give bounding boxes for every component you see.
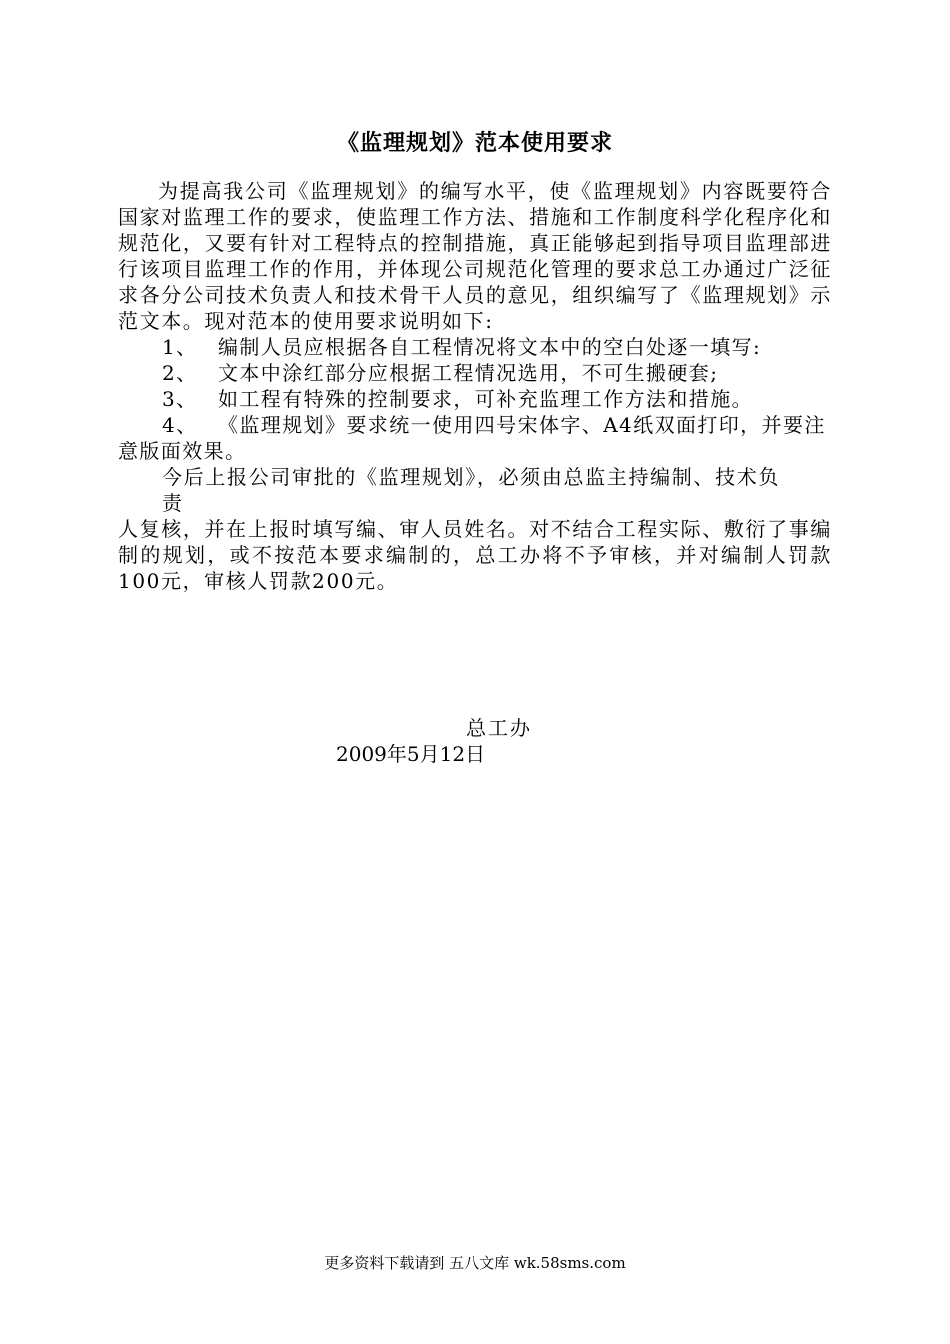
intro-paragraph: 为提高我公司《监理规划》的编写水平，使《监理规划》内容既要符合国家对监理工作的要求，使监理工作方法、措施和工作制度科学化程序化和规范化，又要有针对工程特点的控制措施，真正能够起到指导项目监理部进行该项目监理工作的作用，并体现公司规范化管理的要求总工办通过广泛征求各分公司技术负责人和技术骨干人员的意见，组织编写了《监理规划》示范文本。现对范本的使用要求说明如下: (118, 179, 832, 333)
document-date: 2009年5月12日 (336, 742, 486, 766)
list-item-4 (118, 412, 832, 464)
list-item-text: 如工程有特殊的控制要求，可补充监理工作方法和措施。 (218, 387, 753, 411)
list-item-number: 1、 (162, 335, 198, 359)
list-item-text: 文本中涂红部分应根据工程情况选用，不可生搬硬套; (218, 361, 719, 385)
list-item-3 (118, 386, 832, 412)
footer-link-text[interactable]: 更多资料下载请到 五八文库 wk.58sms.com (324, 1254, 626, 1272)
closing-first-line: 今后上报公司审批的《监理规划》，必须由总监主持编制、技术负 (162, 465, 780, 489)
closing-overflow: 责 (162, 491, 184, 515)
list-item-2 (118, 360, 832, 386)
list-item-number: 4、 (162, 413, 198, 437)
closing-paragraph (118, 464, 832, 594)
list-item-number: 2、 (162, 361, 198, 385)
closing-rest: 人复核，并在上报时填写编、审人员姓名。对不结合工程实际、敷衍了事编制的规划，或不按范本要求编制的，总工办将不予审核，并对编制人罚款100元，审核人罚款200元。 (118, 517, 832, 593)
list-item-text: 编制人员应根据各自工程情况将文本中的空白处逐一填写: (218, 335, 762, 359)
list-item-text: 《监理规划》要求统一使用四号宋体字、A4纸双面打印，并要注意版面效果。 (118, 413, 826, 463)
signature: 总工办 (466, 716, 532, 740)
document-body (118, 178, 832, 594)
list-item-number: 3、 (162, 387, 198, 411)
document-title: 《监理规划》范本使用要求 (336, 130, 613, 156)
list-item-1 (118, 334, 832, 360)
